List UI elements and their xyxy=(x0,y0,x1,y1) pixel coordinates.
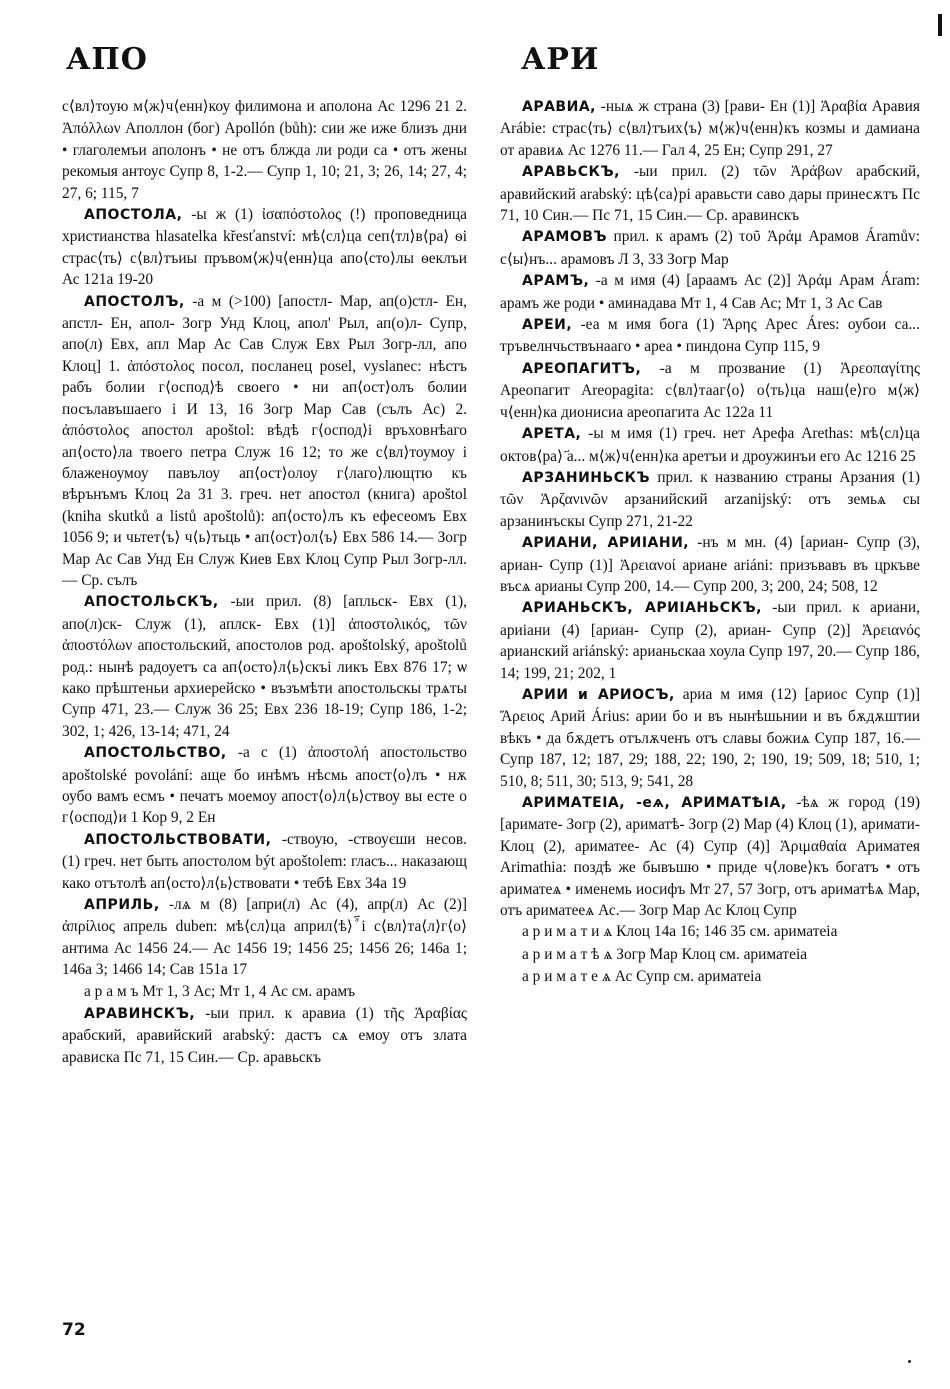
dictionary-entry xyxy=(62,591,467,742)
entry-headword: АПОСТОЛЬСТВО, xyxy=(84,745,227,762)
entry-headword: АРЗАНИНЬСКЪ xyxy=(522,469,651,486)
entry-headword: АРАМОВЪ xyxy=(522,229,608,246)
cross-reference xyxy=(500,944,920,966)
entry-text: -ыи прил. к аравиа (1) τῆς Ἀραβίας арабский, аравийский arabský: дастъ сѧ емоу отъ злата арависка Пс 71, 15 Син.— Ср. аравьскъ xyxy=(62,1005,467,1066)
entry-text: -ныѧ ж страна (3) [рави- Ен (1)] Ἀραβία Аравия Arábie: страс⟨ть⟩ с⟨вл⟩тъих⟨ъ⟩ м⟨ж⟩ч⟨енн⟩къ козмы и дамиана от аравиѧ Ас 1276 11.— Гал 4, 25 Ен; Супр 291, 27 xyxy=(500,98,920,159)
entry-text: прил. к названию страны Арзания (1) τῶν Ἀρζανινῶν арзанийский arzanijský: отъ земьѧ сы арзанинъскы Супр 271, 21-22 xyxy=(500,468,920,530)
dictionary-entry xyxy=(500,96,920,161)
right-column xyxy=(500,96,920,989)
entry-headword: АРИАНИ, АРИІАНИ, xyxy=(522,535,690,552)
entry-text: -ыи прил. (8) [апльск- Евх (1), апо(л)ск- Служ (1), аплск- Евх (1)] ἀποστολικός, τῶν ἀποστόλων апостольский, апостолов род. apoštolský, apoštolů род.: нынѣ радоуетъ са ап⟨осто⟩л⟨ь⟩скъі ликъ Евх 876 17; ѡ како прѣштеньи архиерейско • възъмѣти апостольскы трѧты Супр 471, 23.— Служ 36 25; Евх 236 18-19; Супр 186, 1-2; 302, 1; 426, 13-14; 471, 24 xyxy=(62,593,467,740)
corner-mark xyxy=(938,14,942,36)
dictionary-entry xyxy=(500,467,920,532)
entry-headword: АРАМЪ, xyxy=(522,273,590,290)
dictionary-entry xyxy=(500,358,920,423)
entry-text: -ствоую, -ствоуєши несов. (1) греч. нет быть апостолом být apoštolem: гласъ... наказающ како отътолѣ ап⟨осто⟩л⟨ь⟩ствовати • тебѣ Евх 34а 19 xyxy=(62,830,467,892)
entry-text: -ыи прил. (2) τῶν Ἀράβων арабский, аравийский arabský: цѣ⟨са⟩рі аравьсти саво дары принесѫтъ Пс 71, 10 Син.— Пс 71, 15 Син.— Ср. аравинскъ xyxy=(500,163,920,225)
dictionary-entry xyxy=(500,792,920,921)
entry-headword: АРЕИ, xyxy=(522,317,573,334)
dictionary-entry xyxy=(500,226,920,270)
entry-headword: АРАВЬСКЪ, xyxy=(522,164,620,181)
entry-text: -ыи прил. к ариани, ариіани (4) [ариан- Супр (2), ариан- Супр (2)] Ἀρειανός арианский ariánský: арианьскаа хоула Супр 197, 20.— Супр 186, 14; 199, 21; 202, 1 xyxy=(500,599,921,682)
dictionary-entry xyxy=(500,314,920,358)
dictionary-entry xyxy=(500,161,920,226)
cross-reference xyxy=(62,981,467,1003)
entry-headword: АРИИ и АРИОСЪ, xyxy=(522,686,675,703)
entry-text: а р и м а т е ѧ Ас Супр см. ариматеіа xyxy=(522,968,762,986)
left-column xyxy=(62,96,467,1068)
dictionary-entry xyxy=(500,532,920,597)
entry-text: -а м (>100) [апостл- Мар, ап(о)стл- Ен, апстл- Ен, апол- Зогр Унд Клоц, апол' Рыл, ап(о)л- Супр, апо(л) Евх, апл Мар Ас Сав Служ Евх Рыл Зогр-лл, апо Клоц] 1. ἀπόστολος посол, посланец posel, vyslanec: нѣстъ рабъ болии г⟨оспод⟩ѣ своего • ни ап⟨ост⟩олъ болии посълавъшаего і И 13, 16 Зогр Мар Сав (сълъ Ас) 2. ἀπόστολος апостол apoštol: вѣдѣ г⟨оспод⟩і връховнѣаго ап⟨осто⟩ла твоего петра Служ 16 12; то же с⟨вл⟩тоумоу і блаженоумоу павълоу ап⟨ост⟩олоу г⟨лаго⟩лющтю къ вѣрънъмъ Клоц 2а 31 3. греч. нет апостол (книга) apoštol (kniha skutků a listů apoštolů): ап⟨осто⟩лъ къ ефесеомъ Евх 1056 9; и чьтет⟨ъ⟩ ч⟨ь⟩тьць • ап⟨ост⟩ол⟨ъ⟩ Евх 586 14.— Зогр Мар Ас Сав Унд Ен Служ Киев Евх Клоц Супр Рыл Зогр-лл.— Ср. сълъ xyxy=(62,292,467,589)
entry-text: а р и м а т и ѧ Клоц 14а 16; 146 35 см. ариматеіа xyxy=(522,923,838,941)
running-head-right: АРИ xyxy=(521,42,600,77)
entry-text: -нъ м мн. (4) [ариан- Супр (3), ариан- Супр (1)] Ἀρειανοί ариане ariáni: призъвавъ въ цркъве въсѧ арианы Супр 200, 14.— Супр 200, 3; 200, 24; 508, 12 xyxy=(500,534,920,595)
entry-text: а р а м ъ Мт 1, 3 Ас; Мт 1, 4 Ас см. арамъ xyxy=(84,982,356,1000)
entry-headword: АРИМАТЕІА, -еѧ, АРИМАТѢІА, xyxy=(522,795,787,811)
entry-text: -ы м имя (1) греч. нет Арефа Arethas: мѣ⟨сл⟩ца октов⟨ра⟩ ҃а... м⟨ж⟩ч⟨енн⟩ка аретъи и дроужинъи его Ас 1216 25 xyxy=(500,425,920,465)
entry-headword: АПОСТОЛА, xyxy=(84,207,183,224)
dictionary-entry xyxy=(62,1003,467,1068)
dictionary-entry xyxy=(500,684,920,792)
entry-text: прил. к арамъ (2) τοῦ Ἀράμ Арамов Áramův: с⟨ы⟩нъ... арамовъ Л 3, 33 Зогр Мар xyxy=(500,228,920,268)
dictionary-entry xyxy=(62,291,467,592)
dictionary-entry xyxy=(500,270,920,314)
dictionary-entry xyxy=(62,894,467,981)
entry-headword: АПОСТОЛЪ, xyxy=(84,293,185,310)
entry-text: -лѧ м (8) [апри(л) Ас (4), апр(л) Ас (2)] ἀπρίλιος апрель duben: мѣ⟨сл⟩ца април⟨ѣ⟩ ⷶ҃і с⟨вл⟩та⟨л⟩г⟨о⟩ антима Ас 1456 24.— Ас 1456 19; 1456 25; 1456 26; 146а 1; 146а 3; 1466 14; Сав 151а 17 xyxy=(62,896,467,979)
entry-headword: АРАВИНСКЪ, xyxy=(84,1006,196,1023)
entry-text: -ы ж (1) ἰσαπόστολος (!) проповедница христианства hlasatelka křesťanství: мѣ⟨сл⟩ца сеп⟨тл⟩в⟨ра⟩ ѳі страс⟨ть⟩ с⟨вл⟩тъиы пръвом⟨ж⟩ч⟨енн⟩ца апо⟨сто⟩лы ѳеклъи Ас 121а 19-20 xyxy=(62,206,467,289)
entry-headword: АПОСТОЛЬСТВОВАТИ, xyxy=(84,831,272,848)
page-number: 72 xyxy=(62,1320,86,1340)
dictionary-entry xyxy=(62,742,467,829)
entry-text: -а с (1) ἀποστολή апостольство apoštolské povolání: аще бо инѣмъ нѣсмь апост⟨о⟩лъ • нѫ оубо вамъ есмъ • печатъ моемоу апост⟨о⟩л⟨ь⟩ствоу вы есте о г⟨оспод⟩и 1 Кор 9, 2 Ен xyxy=(62,744,467,827)
entry-text: -а м имя (4) [араамъ Ас (2)] Ἀράμ Арам Áram: арамъ же роди • аминадава Мт 1, 4 Сав Ас; Мт 1, 3 Ас Сав xyxy=(500,272,920,312)
entry-text: с⟨вл⟩тоую м⟨ж⟩ч⟨енн⟩коу филимона и аполона Ас 1296 21 2. Ἀπόλλων Аполлон (бог) Apollón (bůh): сии же иже близъ дни • глаголемъи аполонъ • не отъ блжда ли роди са • отъ жены рекомыя антоус Супр 8, 1-2.— Супр 1, 10; 21, 3; 26, 14; 27, 4; 27, 6; 115, 7 xyxy=(62,98,467,202)
running-head-left: АПО xyxy=(66,42,148,77)
dictionary-entry xyxy=(500,597,920,684)
speck-mark xyxy=(908,1360,911,1363)
entry-headword: АПРИЛЬ, xyxy=(84,897,160,914)
dictionary-entry xyxy=(62,96,467,204)
entry-text: -еа м имя бога (1) Ἄρης Арес Áres: оубои са... тръвелнчьствънааго • ареа • пиндона Супр 115, 9 xyxy=(500,316,920,356)
dictionary-entry xyxy=(500,423,920,467)
entry-text: ариа м имя (12) [ариос Супр (1)] Ἄρειος Арий Árius: арии бо и въ нынѣшьнии и въ бѫдѫштии вѣкъ • да бѫдетъ отълѫченъ отъ славы божиѧ Супр 187, 16.— Супр 187, 12; 187, 29; 188, 22; 190, 2; 190, 19; 509, 18; 510, 1; 510, 8; 511, 30; 513, 9; 541, 28 xyxy=(500,685,921,790)
dictionary-entry xyxy=(62,829,467,894)
entry-text: -ѣѧ ж город (19) [аримате- Зогр (2), ариматѣ- Зогр (2) Мар (4) Клоц (1), аримати- Клоц (2), ариматее- Ас (4) Супр (4)] Ἀριμαθαία Ариматея Arimathia: поздѣ же бывъшю • приде ч⟨лове⟩къ богатъ • отъ ариматеѧ • именемь иосифъ Мт 27, 57 Зогр, отъ ариматѣѧ Мар, отъ ариматееѧ Ас.— Зогр Мар Ас Клоц Супр xyxy=(500,794,920,920)
cross-reference xyxy=(500,921,920,943)
cross-reference xyxy=(500,966,920,988)
entry-headword: АРЕОПАГИТЪ, xyxy=(522,360,642,377)
entry-headword: АРИАНЬСКЪ, АРИІАНЬСКЪ, xyxy=(522,600,762,617)
entry-text: -а м прозвание (1) Ἀρεοπαγίτης Ареопагит Areopagita: с⟨вл⟩тааг⟨о⟩ о⟨ть⟩ца наш⟨е⟩го м⟨ж⟩ч⟨енн⟩ка дионисиа ареопагита Ас 122а 11 xyxy=(500,359,920,421)
entry-headword: АПОСТОЛЬСКЪ, xyxy=(84,594,219,611)
entry-headword: АРАВИА, xyxy=(522,99,596,115)
entry-text: а р и м а т ѣ ѧ Зогр Мар Клоц см. ариматеіа xyxy=(522,945,808,963)
entry-headword: АРЕТА, xyxy=(522,426,582,443)
dictionary-entry xyxy=(62,204,467,291)
